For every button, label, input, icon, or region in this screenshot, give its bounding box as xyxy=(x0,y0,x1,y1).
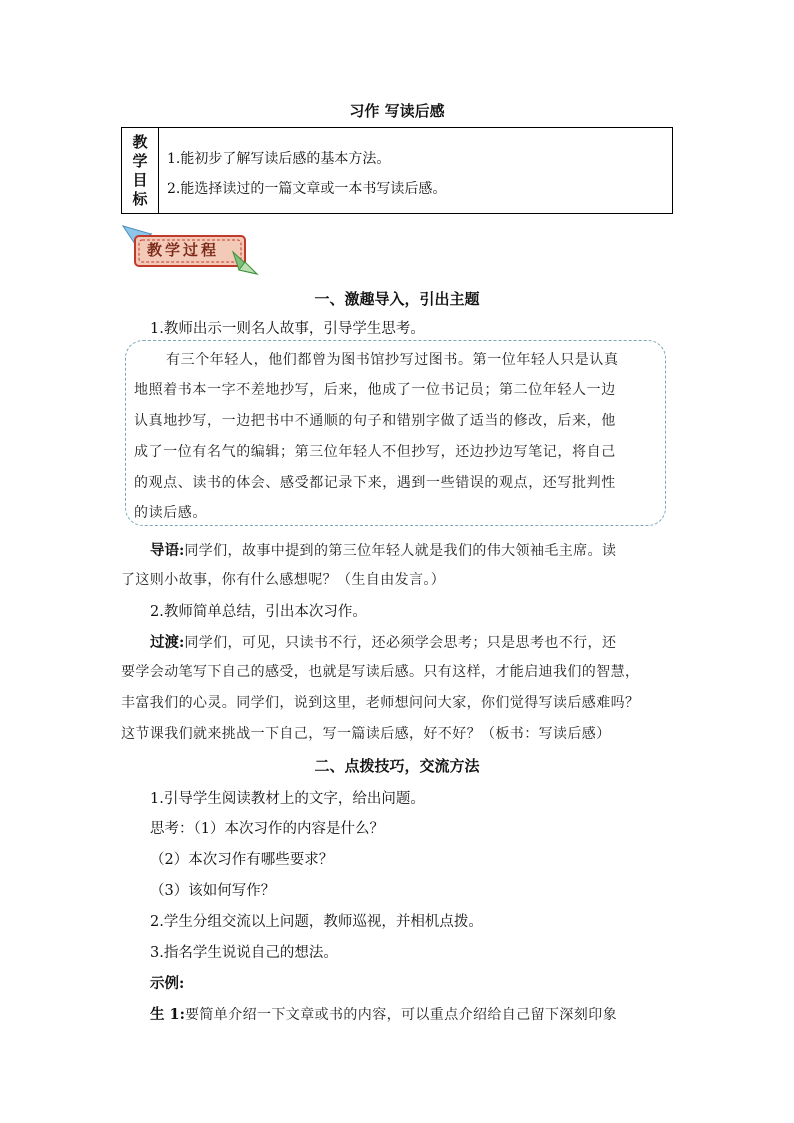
story-line: 的观点、读书的体会、感受都记录下来，遇到一些错误的观点，还写批判性 xyxy=(134,475,616,491)
think-question-1: 思考：（1）本次习作的内容是什么？ xyxy=(150,821,384,837)
objective-item-2: 2.能选择读过的一篇文章或一本书写读后感。 xyxy=(167,181,447,197)
objective-item-1: 1.能初步了解写读后感的基本方法。 xyxy=(167,151,391,167)
objectives-table xyxy=(121,127,673,214)
student-label: 生 1: xyxy=(150,1006,185,1023)
teaching-process-banner xyxy=(121,222,261,278)
story-line: 认真地抄写，一边把书中不通顺的句子和错别字做了适当的修改，后来，他 xyxy=(134,413,616,429)
banner-label: 教学过程 xyxy=(147,241,220,259)
transition-line2: 要学会动笔写下自己的感受，也就是写读后感。只有这样，才能启迪我们的智慧， xyxy=(121,664,640,680)
think-question-3: （3）该如何写作？ xyxy=(150,883,276,899)
story-line: 有三个年轻人，他们都曾为图书馆抄写过图书。第一位年轻人只是认真 xyxy=(166,352,619,368)
section1-step2: 2.教师简单总结，引出本次习作。 xyxy=(150,604,367,620)
story-box xyxy=(125,340,666,526)
guide-label: 导语: xyxy=(150,542,185,559)
guide-line1: 同学们，故事中提到的第三位年轻人就是我们的伟大领袖毛主席。读 xyxy=(184,543,617,559)
objectives-header: 教学目标 xyxy=(132,132,148,208)
student-text: 要简单介绍一下文章或书的内容，可以重点介绍给自己留下深刻印象 xyxy=(185,1007,617,1023)
transition-line3: 丰富我们的心灵。同学们，说到这里，老师想问问大家，你们觉得写读后感难吗？ xyxy=(121,695,640,711)
transition-line1: 同学们，可见，只读书不行，还必须学会思考；只是思考也不行，还 xyxy=(184,635,617,651)
page-title: 习作 写读后感 xyxy=(349,102,445,120)
student-answer xyxy=(150,1003,617,1024)
section2-step1: 1.引导学生阅读教材上的文字，给出问题。 xyxy=(150,791,425,807)
objectives-header-cell xyxy=(122,128,159,213)
section2-heading: 二、点拨技巧，交流方法 xyxy=(314,757,480,775)
think-question-2: （2）本次习作有哪些要求？ xyxy=(150,852,334,868)
transition-line4: 这节课我们就来挑战一下自己，写一篇读后感，好不好？（板书：写读后感） xyxy=(121,726,611,742)
example-label: 示例: xyxy=(150,975,185,992)
guide-line2: 了这则小故事，你有什么感想呢？（生自由发言。） xyxy=(121,572,446,588)
story-line: 成了一位有名气的编辑；第三位年轻人不但抄写，还边抄边写笔记，将自己 xyxy=(134,444,616,460)
story-line: 地照着书本一字不差地抄写，后来，他成了一位书记员；第二位年轻人一边 xyxy=(134,382,616,398)
section1-heading: 一、激趣导入，引出主题 xyxy=(314,290,480,308)
section1-step1: 1.教师出示一则名人故事，引导学生思考。 xyxy=(150,321,425,337)
transition-label: 过渡: xyxy=(150,634,185,651)
section2-step3: 3.指名学生说说自己的想法。 xyxy=(150,945,338,961)
story-line: 的读后感。 xyxy=(134,505,207,521)
guide-paragraph xyxy=(150,539,616,560)
section2-step2: 2.学生分组交流以上问题，教师巡视，并相机点拨。 xyxy=(150,914,483,930)
transition-paragraph xyxy=(150,631,616,652)
